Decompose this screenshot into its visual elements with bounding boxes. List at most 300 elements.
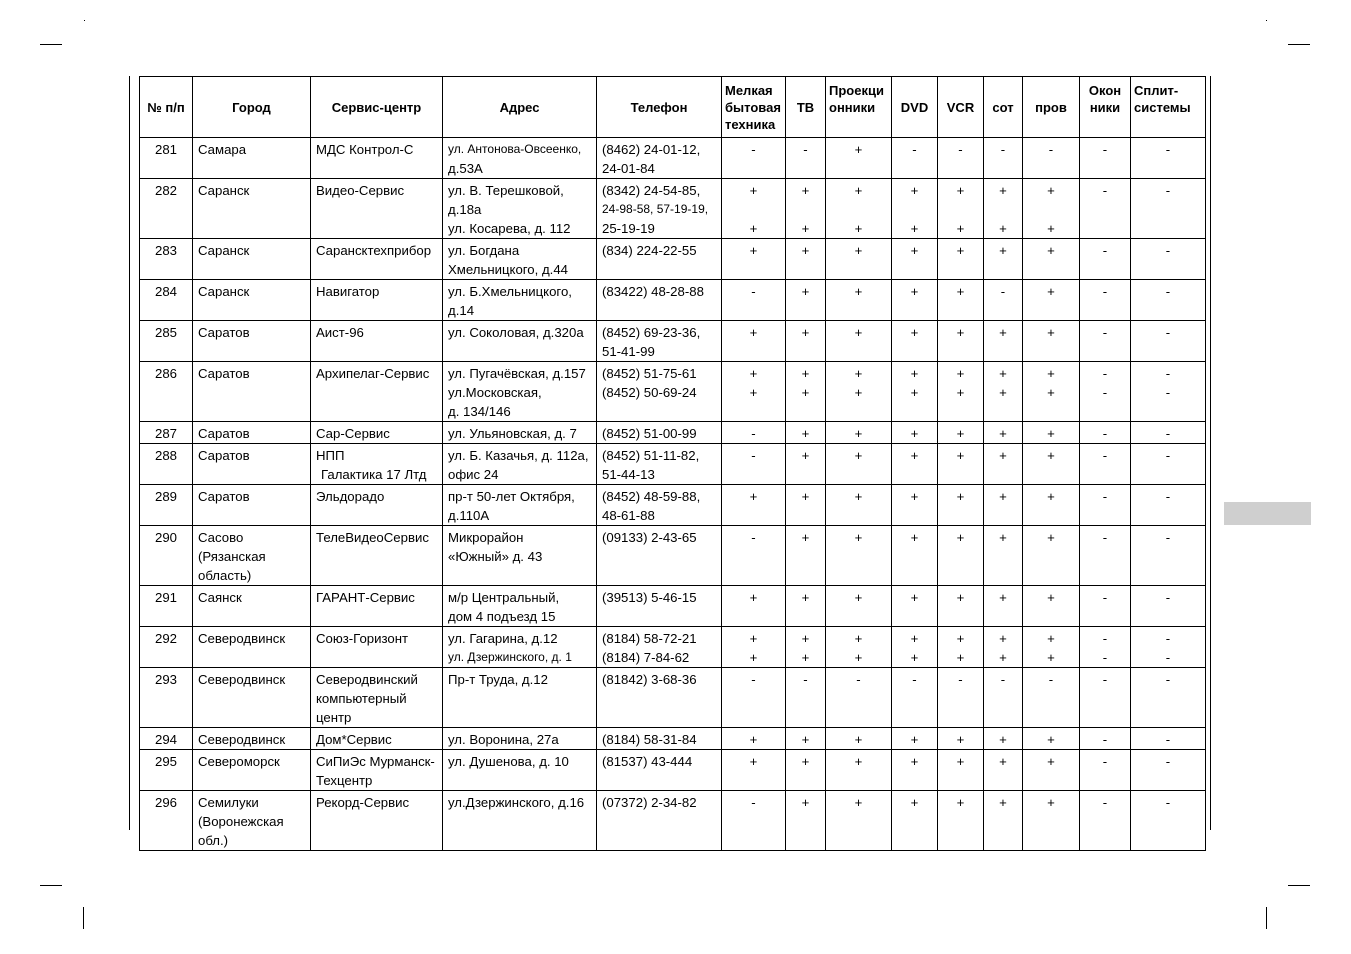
mark-cell-dvd — [892, 668, 938, 728]
mark: + — [854, 732, 863, 747]
mark-cell-wired — [1023, 586, 1080, 627]
table-row — [140, 791, 1206, 851]
mark: + — [854, 754, 863, 769]
mark: + — [956, 650, 965, 665]
phone-cell — [597, 362, 722, 422]
mark: - — [1165, 489, 1171, 504]
mark-cell-cellular — [984, 750, 1023, 791]
address-cell-line: Микрорайон — [448, 530, 524, 545]
phone-cell — [597, 586, 722, 627]
mark: - — [1165, 530, 1171, 545]
mark-cell-split-systems — [1131, 362, 1206, 422]
mark: + — [749, 732, 758, 747]
phone-cell — [597, 750, 722, 791]
mark-cell-wired — [1023, 791, 1080, 851]
mark: + — [1047, 366, 1055, 381]
mark: + — [999, 183, 1007, 198]
mark: + — [956, 754, 965, 769]
service-center-cell — [311, 668, 443, 728]
service-center-cell-line: ГАРАНТ-Сервис — [316, 590, 415, 605]
mark-cell-projectors — [826, 485, 892, 526]
mark-cell-cellular — [984, 444, 1023, 485]
service-center-cell-line: Видео-Сервис — [316, 183, 405, 198]
mark: + — [999, 754, 1007, 769]
header-line: Окон — [1088, 83, 1122, 98]
mark: - — [1048, 142, 1054, 157]
mark — [1025, 200, 1077, 219]
mark: - — [751, 142, 756, 157]
mark: - — [856, 672, 861, 687]
service-center-cell-line: Союз-Горизонт — [316, 631, 409, 646]
mark: + — [854, 243, 863, 258]
phone-cell-line: (39513) 5-46-15 — [602, 590, 697, 605]
mark-cell-wired — [1023, 444, 1080, 485]
table-row — [140, 750, 1206, 791]
mark: - — [1102, 243, 1108, 258]
mark-cell-dvd — [892, 239, 938, 280]
mark-cell-vcr — [938, 728, 984, 750]
service-center-cell — [311, 791, 443, 851]
row-number: 285 — [140, 321, 193, 362]
address-cell-line: «Южный» д. 43 — [448, 549, 543, 564]
col-header-num: № п/п — [140, 77, 193, 138]
mark: - — [751, 284, 756, 299]
mark-cell-windows — [1080, 668, 1131, 728]
mark: + — [956, 366, 965, 381]
mark-cell-small-appliances — [722, 422, 786, 444]
header-line: бытовая — [725, 99, 781, 115]
col-header-address: Адрес — [443, 77, 597, 138]
mark: + — [801, 530, 810, 545]
table-row — [140, 179, 1206, 239]
service-center-cell — [311, 179, 443, 239]
mark: - — [1165, 385, 1171, 400]
mark-cell-split-systems — [1131, 728, 1206, 750]
mark-cell-small-appliances — [722, 668, 786, 728]
city-cell-line: Северодвинск — [198, 631, 286, 646]
row-number: 281 — [140, 138, 193, 179]
mark-cell-small-appliances — [722, 728, 786, 750]
mark-cell-tv — [786, 321, 826, 362]
row-number: 288 — [140, 444, 193, 485]
col-header-service-center: Сервис-центр — [311, 77, 443, 138]
mark: - — [958, 142, 963, 157]
mark — [1082, 200, 1128, 219]
mark-cell-wired — [1023, 138, 1080, 179]
mark: + — [999, 243, 1007, 258]
service-center-cell-line: ТелеВидеоСервис — [316, 530, 429, 545]
crop-mark-bottom-left — [40, 885, 62, 886]
phone-cell-line: 48-61-88 — [602, 508, 655, 523]
phone-cell-line: (81842) 3-68-36 — [602, 672, 697, 687]
city-cell-line: Сасово — [198, 530, 244, 545]
service-center-cell-line: Аист-96 — [316, 325, 364, 340]
col-header-city: Город — [193, 77, 311, 138]
mark: + — [854, 385, 863, 400]
mark-cell-cellular — [984, 239, 1023, 280]
address-cell-line: ул. Антонова-Овсеенко, — [448, 142, 582, 156]
mark-cell-projectors — [826, 627, 892, 668]
mark-cell-cellular — [984, 422, 1023, 444]
mark: + — [854, 366, 863, 381]
mark: - — [803, 672, 808, 687]
header-line: Мелкая — [725, 82, 773, 98]
city-cell-line: Саранск — [198, 243, 250, 258]
address-cell — [443, 321, 597, 362]
phone-cell — [597, 239, 722, 280]
mark: - — [1102, 672, 1108, 687]
mark: - — [1165, 631, 1171, 646]
mark: + — [1047, 183, 1055, 198]
address-cell-line: ул. Косарева, д. 112 — [448, 221, 571, 236]
city-cell-line: Саратов — [198, 325, 250, 340]
frame-line-right — [1210, 76, 1211, 830]
col-header-dvd: DVD — [892, 77, 938, 138]
mark-cell-split-systems — [1131, 280, 1206, 321]
col-header-windows — [1080, 77, 1131, 138]
mark-cell-projectors — [826, 321, 892, 362]
phone-cell — [597, 485, 722, 526]
mark: + — [801, 221, 810, 236]
mark: - — [1102, 754, 1108, 769]
mark: - — [1102, 426, 1108, 441]
mark-cell-small-appliances — [722, 526, 786, 586]
mark-cell-wired — [1023, 179, 1080, 239]
phone-cell — [597, 280, 722, 321]
city-cell — [193, 362, 311, 422]
mark-cell-dvd — [892, 728, 938, 750]
address-cell-line: пр-т 50-лет Октября, — [448, 489, 575, 504]
city-cell-line: Северодвинск — [198, 672, 286, 687]
city-cell — [193, 444, 311, 485]
crop-mark-top-right — [1288, 44, 1310, 45]
city-cell-line: область) — [198, 568, 252, 583]
mark: - — [1102, 142, 1108, 157]
phone-cell-line: (8452) 51-00-99 — [602, 426, 697, 441]
table-row — [140, 321, 1206, 362]
address-cell-line: ул. Душенова, д. 10 — [448, 754, 569, 769]
mark: - — [751, 795, 756, 810]
mark-cell-cellular — [984, 179, 1023, 239]
service-center-cell-line: Сар-Сервис — [316, 426, 390, 441]
mark: - — [1102, 284, 1108, 299]
address-cell-line: д.110А — [448, 508, 490, 523]
mark: + — [1047, 243, 1055, 258]
mark: - — [1165, 795, 1171, 810]
mark: + — [910, 325, 919, 340]
mark-cell-vcr — [938, 362, 984, 422]
mark: + — [801, 631, 810, 646]
city-cell-line: (Воронежская — [198, 814, 284, 829]
service-center-cell-line: НПП — [316, 448, 345, 463]
registration-dot-right — [1266, 20, 1267, 21]
address-cell-line: ул. Пугачёвская, д.157 — [448, 366, 586, 381]
mark: + — [801, 243, 810, 258]
mark-cell-split-systems — [1131, 526, 1206, 586]
mark-cell-split-systems — [1131, 239, 1206, 280]
mark: + — [801, 183, 810, 198]
mark: + — [801, 366, 810, 381]
mark: + — [956, 426, 965, 441]
address-cell-line: ул. Богдана — [448, 243, 520, 258]
mark: + — [999, 385, 1007, 400]
service-centers-table — [139, 76, 1206, 851]
col-header-small-appliances — [722, 77, 786, 138]
mark: + — [956, 732, 965, 747]
mark-cell-wired — [1023, 321, 1080, 362]
phone-cell-line: (8342) 24-54-85, — [602, 183, 701, 198]
mark: + — [956, 243, 965, 258]
mark: + — [999, 650, 1007, 665]
mark-cell-projectors — [826, 444, 892, 485]
mark-cell-tv — [786, 526, 826, 586]
mark-cell-split-systems — [1131, 586, 1206, 627]
table-row — [140, 627, 1206, 668]
mark-cell-small-appliances — [722, 791, 786, 851]
mark: + — [910, 366, 919, 381]
mark: + — [801, 284, 810, 299]
mark-cell-dvd — [892, 526, 938, 586]
mark-cell-projectors — [826, 526, 892, 586]
mark-cell-small-appliances — [722, 179, 786, 239]
mark: + — [801, 385, 810, 400]
address-cell-line: Пр-т Труда, д.12 — [448, 672, 548, 687]
mark: + — [910, 631, 919, 646]
mark: - — [1165, 754, 1171, 769]
mark: + — [956, 284, 965, 299]
mark: + — [910, 489, 919, 504]
mark-cell-vcr — [938, 627, 984, 668]
mark-cell-tv — [786, 138, 826, 179]
mark: + — [910, 590, 919, 605]
mark-cell-vcr — [938, 280, 984, 321]
mark: - — [958, 672, 963, 687]
service-center-cell-line: Северодвинский — [316, 672, 418, 687]
mark — [1133, 200, 1203, 219]
mark-cell-split-systems — [1131, 179, 1206, 239]
address-cell — [443, 362, 597, 422]
phone-cell-line: 24-98-58, 57-19-19, — [602, 202, 709, 216]
mark: + — [910, 448, 919, 463]
mark-cell-cellular — [984, 586, 1023, 627]
mark-cell-vcr — [938, 485, 984, 526]
mark: - — [1165, 243, 1171, 258]
mark-cell-split-systems — [1131, 485, 1206, 526]
mark-cell-split-systems — [1131, 791, 1206, 851]
service-center-cell — [311, 444, 443, 485]
address-cell — [443, 138, 597, 179]
mark: + — [999, 590, 1007, 605]
mark: - — [1102, 448, 1108, 463]
phone-cell-line: (8452) 48-59-88, — [602, 489, 701, 504]
mark: + — [999, 530, 1007, 545]
address-cell-line: м/р Центральный, — [448, 590, 560, 605]
mark-cell-vcr — [938, 422, 984, 444]
phone-cell-line: (83422) 48-28-88 — [602, 284, 704, 299]
phone-cell-line: (8452) 50-69-24 — [602, 385, 697, 400]
address-cell — [443, 239, 597, 280]
mark-cell-vcr — [938, 179, 984, 239]
mark: + — [1047, 590, 1055, 605]
address-cell — [443, 627, 597, 668]
mark: + — [749, 183, 758, 198]
mark: - — [1102, 631, 1108, 646]
mark-cell-windows — [1080, 362, 1131, 422]
city-cell — [193, 422, 311, 444]
city-cell-line: Североморск — [198, 754, 280, 769]
mark-cell-windows — [1080, 239, 1131, 280]
phone-cell-line: 51-44-13 — [602, 467, 655, 482]
mark-cell-wired — [1023, 362, 1080, 422]
mark-cell-dvd — [892, 627, 938, 668]
mark: + — [1047, 489, 1055, 504]
mark: - — [1165, 590, 1171, 605]
mark-cell-windows — [1080, 422, 1131, 444]
mark-cell-projectors — [826, 362, 892, 422]
mark — [828, 200, 889, 219]
city-cell — [193, 791, 311, 851]
mark: - — [1165, 366, 1171, 381]
mark-cell-dvd — [892, 444, 938, 485]
address-cell-line: ул. Б. Казачья, д. 112а, — [448, 448, 589, 463]
address-cell — [443, 728, 597, 750]
address-cell-line: ул. Соколовая, д.320а — [448, 325, 584, 340]
mark-cell-split-systems — [1131, 321, 1206, 362]
row-number: 293 — [140, 668, 193, 728]
mark-cell-tv — [786, 280, 826, 321]
service-center-cell-line: МДС Контрол-С — [316, 142, 414, 157]
col-header-tv: ТВ — [786, 77, 826, 138]
city-cell-line: Саранск — [198, 183, 250, 198]
mark-cell-dvd — [892, 321, 938, 362]
mark: + — [910, 754, 919, 769]
phone-cell-line: (8452) 51-75-61 — [602, 366, 697, 381]
phone-cell — [597, 179, 722, 239]
mark-cell-vcr — [938, 239, 984, 280]
mark: - — [1165, 284, 1171, 299]
service-center-cell-line: Дом*Сервис — [316, 732, 392, 747]
row-number: 284 — [140, 280, 193, 321]
phone-cell-line: (8184) 58-72-21 — [602, 631, 697, 646]
mark-cell-vcr — [938, 138, 984, 179]
city-cell — [193, 280, 311, 321]
mark-cell-projectors — [826, 728, 892, 750]
mark: - — [912, 672, 917, 687]
address-cell — [443, 526, 597, 586]
mark-cell-wired — [1023, 280, 1080, 321]
mark-cell-windows — [1080, 750, 1131, 791]
city-cell — [193, 138, 311, 179]
mark: + — [749, 650, 758, 665]
address-cell — [443, 586, 597, 627]
city-cell — [193, 321, 311, 362]
mark: - — [1165, 183, 1171, 198]
mark: + — [910, 795, 919, 810]
table-row — [140, 444, 1206, 485]
mark: + — [749, 631, 758, 646]
mark: + — [749, 221, 758, 236]
row-number: 295 — [140, 750, 193, 791]
mark: - — [1102, 385, 1108, 400]
mark: + — [854, 631, 863, 646]
city-cell-line: Саратов — [198, 489, 250, 504]
mark-cell-windows — [1080, 280, 1131, 321]
phone-cell — [597, 668, 722, 728]
mark-cell-split-systems — [1131, 627, 1206, 668]
city-cell — [193, 526, 311, 586]
mark: + — [801, 325, 810, 340]
section-tab — [1224, 502, 1311, 525]
mark-cell-tv — [786, 239, 826, 280]
mark-cell-projectors — [826, 586, 892, 627]
mark-cell-cellular — [984, 728, 1023, 750]
mark-cell-tv — [786, 179, 826, 239]
mark: + — [910, 530, 919, 545]
mark-cell-cellular — [984, 485, 1023, 526]
mark-cell-small-appliances — [722, 239, 786, 280]
table-row — [140, 280, 1206, 321]
mark: - — [1048, 672, 1054, 687]
mark-cell-tv — [786, 627, 826, 668]
mark-cell-tv — [786, 444, 826, 485]
mark: - — [803, 142, 808, 157]
mark-cell-wired — [1023, 668, 1080, 728]
table-row — [140, 728, 1206, 750]
address-cell — [443, 485, 597, 526]
header-line: техника — [725, 116, 776, 132]
address-cell-line: д.14 — [448, 303, 475, 318]
service-center-cell-line: Архипелаг-Сервис — [316, 366, 430, 381]
address-cell — [443, 750, 597, 791]
phone-cell — [597, 138, 722, 179]
phone-cell — [597, 627, 722, 668]
mark: + — [854, 795, 863, 810]
mark: - — [1165, 672, 1171, 687]
mark-cell-cellular — [984, 138, 1023, 179]
mark-cell-vcr — [938, 586, 984, 627]
mark: + — [749, 489, 758, 504]
address-cell-line: дом 4 подъезд 15 — [448, 609, 556, 624]
mark: + — [1047, 530, 1055, 545]
mark: - — [1000, 142, 1006, 157]
address-cell — [443, 668, 597, 728]
city-cell-line: Саранск — [198, 284, 250, 299]
phone-cell-line: (07372) 2-34-82 — [602, 795, 697, 810]
phone-cell-line: 24-01-84 — [602, 161, 655, 176]
mark: - — [1165, 650, 1171, 665]
mark-cell-small-appliances — [722, 586, 786, 627]
mark-cell-dvd — [892, 280, 938, 321]
mark: - — [1165, 448, 1171, 463]
mark: + — [999, 489, 1007, 504]
mark: + — [1047, 385, 1055, 400]
city-cell — [193, 485, 311, 526]
row-number: 294 — [140, 728, 193, 750]
table-row — [140, 362, 1206, 422]
mark-cell-tv — [786, 668, 826, 728]
table-row — [140, 586, 1206, 627]
mark-cell-small-appliances — [722, 280, 786, 321]
col-header-cellular: сот — [984, 77, 1023, 138]
mark: + — [854, 221, 863, 236]
mark: - — [912, 142, 917, 157]
mark-cell-vcr — [938, 668, 984, 728]
mark: - — [1102, 650, 1108, 665]
mark-cell-cellular — [984, 362, 1023, 422]
mark-cell-windows — [1080, 526, 1131, 586]
phone-cell-line: (81537) 43-444 — [602, 754, 693, 769]
mark-cell-dvd — [892, 362, 938, 422]
